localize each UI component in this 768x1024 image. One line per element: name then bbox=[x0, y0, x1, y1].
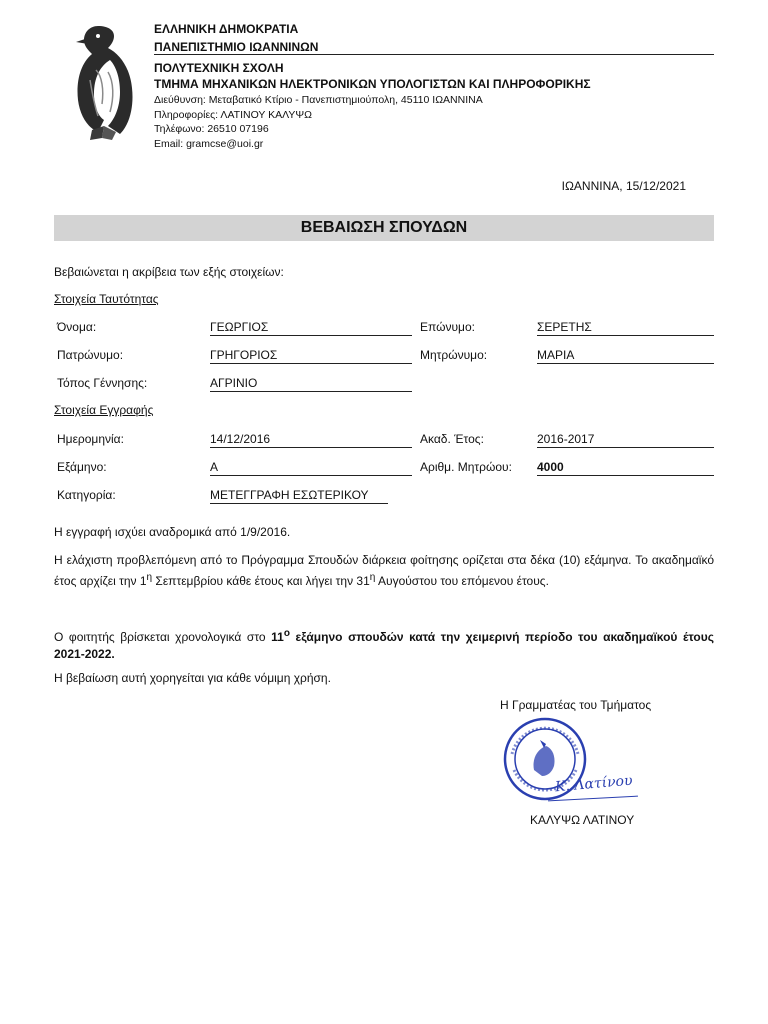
document-date: ΙΩΑΝΝΙΝΑ, 15/12/2021 bbox=[561, 179, 686, 193]
intro-text: Βεβαιώνεται η ακρίβεια των εξής στοιχείων: bbox=[54, 265, 284, 279]
header-info: Πληροφορίες: ΛΑΤΙΝΟΥ ΚΑΛΥΨΩ bbox=[154, 109, 313, 121]
paragraph-status: Ο φοιτητής βρίσκεται χρονολογικά στο $11^o$ εξάμηνο σπουδών κατά την χειμερινή περίοδο του ακαδημαϊκού έτους 2021-2022. bbox=[54, 628, 714, 661]
header-country: ΕΛΛΗΝΙΚΗ ΔΗΜΟΚΡΑΤΙΑ bbox=[154, 22, 299, 36]
header-phone: Τηλέφωνο: 26510 07196 bbox=[154, 123, 269, 135]
header-email: Email: gramcse@uoi.gr bbox=[154, 138, 264, 150]
enrollment-date-value: 14/12/2016 bbox=[210, 432, 412, 448]
paragraph-validity: Η εγγραφή ισχύει αναδρομικά από 1/9/2016. bbox=[54, 525, 291, 539]
mother-name-label: Μητρώνυμο: bbox=[420, 348, 488, 362]
header-department: ΤΜΗΜΑ ΜΗΧΑΝΙΚΩΝ ΗΛΕΚΤΡΟΝΙΚΩΝ ΥΠΟΛΟΓΙΣΤΩΝ ΚΑΙ ΠΛΗΡΟΦΟΡΙΚΗΣ bbox=[154, 77, 591, 91]
birthplace-value: ΑΓΡΙΝΙΟ bbox=[210, 376, 412, 392]
birthplace-label: Τόπος Γέννησης: bbox=[57, 376, 148, 390]
signatory-name: ΚΑΛΥΨΩ ΛΑΤΙΝΟΥ bbox=[530, 813, 635, 827]
surname-value: ΣΕΡΕΤΗΣ bbox=[537, 320, 714, 336]
academic-year-label: Ακαδ. Έτος: bbox=[420, 432, 484, 446]
category-value: ΜΕΤΕΓΓΡΑΦΗ ΕΣΩΤΕΡΙΚΟΥ bbox=[210, 488, 388, 504]
enrollment-date-label: Ημερομηνία: bbox=[57, 432, 124, 446]
document-title: ΒΕΒΑΙΩΣΗ ΣΠΟΥΔΩΝ bbox=[54, 215, 714, 241]
first-name-value: ΓΕΩΡΓΙΟΣ bbox=[210, 320, 412, 336]
academic-year-value: 2016-2017 bbox=[537, 432, 714, 448]
header-rule bbox=[154, 54, 714, 55]
semester-label: Εξάμηνο: bbox=[57, 460, 107, 474]
semester-value: Α bbox=[210, 460, 412, 476]
paragraph-duration: Η ελάχιστη προβλεπόμενη από το Πρόγραμμα Σπουδών διάρκεια φοίτησης ορίζεται στα δέκα (10) εξάμηνα. Το ακαδημαϊκό έτος αρχίζει την $1^\eta$ Σεπτεμβρίου κάθε έτους και λήγει την $31^\eta$ Αυγούστου του επόμενου έτους. bbox=[54, 553, 714, 588]
surname-label: Επώνυμο: bbox=[420, 320, 475, 334]
header-address: Διεύθυνση: Μεταβατικό Κτίριο - Πανεπιστημιούπολη, 45110 ΙΩΑΝΝΙΝΑ bbox=[154, 94, 483, 106]
header-school: ΠΟΛΥΤΕΧΝΙΚΗ ΣΧΟΛΗ bbox=[154, 61, 284, 75]
first-name-label: Όνομα: bbox=[57, 320, 97, 334]
paragraph-legal-use: Η βεβαίωση αυτή χορηγείται για κάθε νόμιμη χρήση. bbox=[54, 671, 331, 685]
enrollment-heading: Στοιχεία Εγγραφής bbox=[54, 403, 154, 417]
university-logo bbox=[68, 20, 140, 142]
identity-heading: Στοιχεία Ταυτότητας bbox=[54, 292, 159, 306]
mother-name-value: ΜΑΡΙΑ bbox=[537, 348, 714, 364]
signatory-role: Η Γραμματέας του Τμήματος bbox=[500, 698, 652, 712]
handwritten-signature: Κ. Λατίνου bbox=[554, 772, 634, 796]
header-university: ΠΑΝΕΠΙΣΤΗΜΙΟ ΙΩΑΝΝΙΝΩΝ bbox=[154, 40, 319, 54]
father-name-value: ΓΡΗΓΟΡΙΟΣ bbox=[210, 348, 412, 364]
father-name-label: Πατρώνυμο: bbox=[57, 348, 124, 362]
registration-number-label: Αριθμ. Μητρώου: bbox=[420, 460, 512, 474]
registration-number-value: 4000 bbox=[537, 460, 714, 476]
category-label: Κατηγορία: bbox=[57, 488, 116, 502]
